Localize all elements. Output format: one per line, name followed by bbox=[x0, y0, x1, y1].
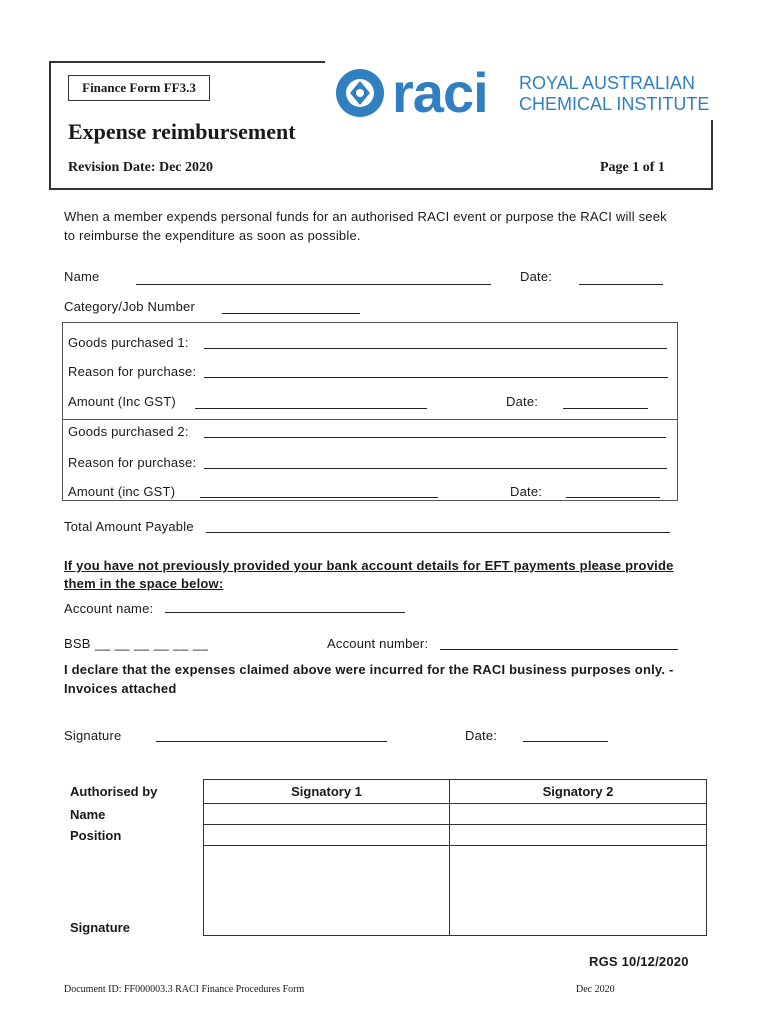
row-name-label: Name bbox=[62, 804, 204, 825]
category-field[interactable] bbox=[222, 313, 360, 314]
account-number-label: Account number: bbox=[327, 636, 429, 651]
document-id: Document ID: FF000003.3 RACI Finance Procedures Form bbox=[64, 984, 305, 995]
account-number-field[interactable] bbox=[440, 649, 678, 650]
signatory-table bbox=[62, 779, 707, 936]
row-position-label: Position bbox=[62, 825, 204, 846]
signatory-2-position-cell[interactable] bbox=[450, 825, 707, 846]
declaration-date-field[interactable] bbox=[523, 741, 608, 742]
declaration-line-1: I declare that the expenses claimed above were incurred for the RACI business purposes only. - bbox=[64, 662, 674, 677]
date1-label: Date: bbox=[506, 394, 539, 409]
footer-date: Dec 2020 bbox=[576, 984, 615, 995]
authorised-by-label: Authorised by bbox=[62, 780, 204, 804]
header-border-left bbox=[49, 61, 51, 189]
revision-date: Revision Date: Dec 2020 bbox=[68, 160, 214, 175]
header-border-top bbox=[49, 61, 325, 63]
declaration-line-2: Invoices attached bbox=[64, 681, 177, 696]
header-border-bottom bbox=[49, 188, 712, 190]
amount1-field[interactable] bbox=[195, 408, 427, 409]
signatory-2-signature-cell[interactable] bbox=[450, 846, 707, 936]
bank-heading-line-2: them in the space below: bbox=[64, 576, 224, 591]
date-field[interactable] bbox=[579, 284, 663, 285]
table-row-signature bbox=[62, 846, 707, 936]
amount2-field[interactable] bbox=[200, 497, 438, 498]
row-signature-label: Signature bbox=[62, 846, 204, 936]
signatory-2-header: Signatory 2 bbox=[450, 780, 707, 804]
intro-line-2: to reimburse the expenditure as soon as possible. bbox=[64, 228, 361, 243]
rgs-stamp: RGS 10/12/2020 bbox=[589, 954, 689, 969]
org-name-line2: CHEMICAL INSTITUTE bbox=[519, 94, 710, 114]
table-row-position bbox=[62, 825, 707, 846]
goods1-field[interactable] bbox=[204, 348, 667, 349]
goods1-label: Goods purchased 1: bbox=[68, 335, 189, 350]
total-field[interactable] bbox=[206, 532, 670, 533]
bank-heading-line-1: If you have not previously provided your bank account details for EFT payments please provide bbox=[64, 558, 674, 573]
signature-field[interactable] bbox=[156, 741, 387, 742]
signatory-1-header: Signatory 1 bbox=[204, 780, 450, 804]
total-label: Total Amount Payable bbox=[64, 519, 194, 534]
declaration-date-label: Date: bbox=[465, 728, 498, 743]
header-border-right bbox=[711, 120, 713, 190]
page-number: Page 1 of 1 bbox=[600, 160, 665, 175]
signature-label: Signature bbox=[64, 728, 122, 743]
org-name-line1: ROYAL AUSTRALIAN bbox=[519, 73, 696, 93]
page-title: Expense reimbursement bbox=[68, 119, 296, 144]
date2-label: Date: bbox=[510, 484, 543, 499]
reason1-field[interactable] bbox=[204, 377, 668, 378]
name-label: Name bbox=[64, 269, 100, 284]
signatory-1-name-cell[interactable] bbox=[204, 804, 450, 825]
reason1-label: Reason for purchase: bbox=[68, 364, 197, 379]
account-name-field[interactable] bbox=[165, 612, 405, 613]
form-number-tag: Finance Form FF3.3 bbox=[68, 75, 210, 101]
amount2-label: Amount (inc GST) bbox=[68, 484, 176, 499]
name-field[interactable] bbox=[136, 284, 491, 285]
raci-logo bbox=[334, 64, 714, 122]
table-header-row bbox=[62, 780, 707, 804]
raci-emblem-icon bbox=[336, 69, 384, 117]
account-name-label: Account name: bbox=[64, 601, 154, 616]
reason2-label: Reason for purchase: bbox=[68, 455, 197, 470]
signatory-1-position-cell[interactable] bbox=[204, 825, 450, 846]
intro-line-1: When a member expends personal funds for an authorised RACI event or purpose the RACI will seek bbox=[64, 209, 667, 224]
goods2-field[interactable] bbox=[204, 437, 666, 438]
date-label: Date: bbox=[520, 269, 553, 284]
date1-field[interactable] bbox=[563, 408, 648, 409]
bsb-label: BSB bbox=[64, 636, 91, 651]
category-label: Category/Job Number bbox=[64, 299, 195, 314]
logo-wordmark: raci bbox=[392, 64, 488, 122]
amount1-label: Amount (Inc GST) bbox=[68, 394, 176, 409]
signatory-2-name-cell[interactable] bbox=[450, 804, 707, 825]
table-row-name bbox=[62, 804, 707, 825]
date2-field[interactable] bbox=[566, 497, 660, 498]
signatory-1-signature-cell[interactable] bbox=[204, 846, 450, 936]
bsb-field[interactable]: __ __ __ __ __ __ bbox=[95, 636, 209, 651]
reason2-field[interactable] bbox=[204, 468, 667, 469]
goods2-label: Goods purchased 2: bbox=[68, 424, 189, 439]
